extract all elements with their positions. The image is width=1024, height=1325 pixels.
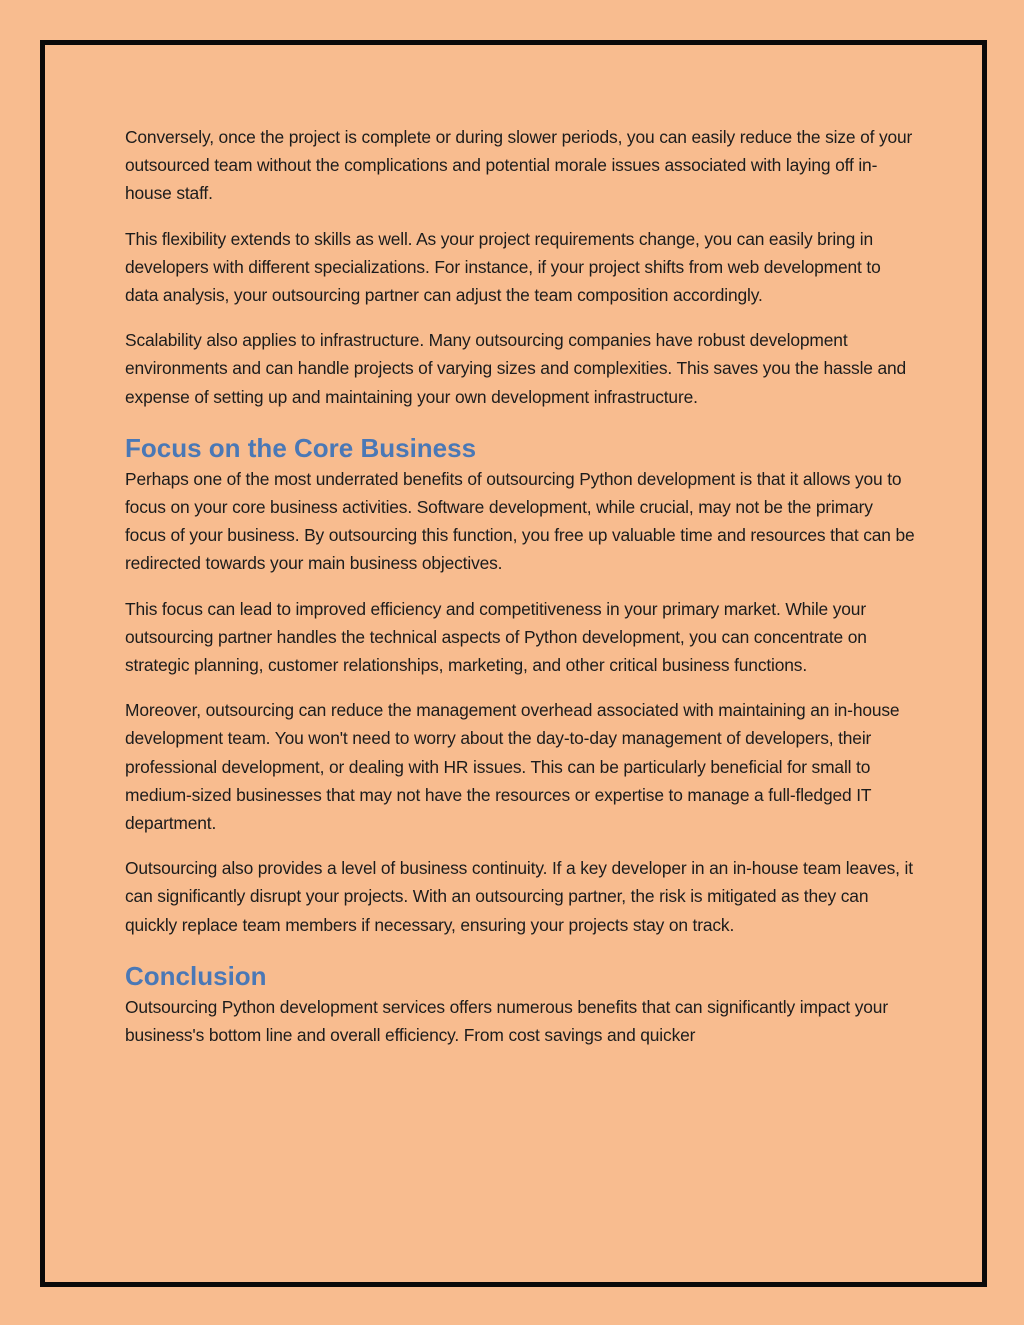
- intro-paragraph-2: This flexibility extends to skills as well. As your project requirements change, you can easily bring in developers with different specializations. For instance, if your project shifts from web development to data analysis, your outsourcing partner can adjust the team composition accordingly.: [125, 228, 881, 306]
- intro-paragraph-1: Conversely, once the project is complete or during slower periods, you can easily reduce the size of your outsourced team without the complications and potential morale issues associated with laying off in-house staff.: [125, 127, 913, 204]
- document-content: [125, 123, 915, 1066]
- section-heading: Conclusion: [125, 960, 267, 991]
- section-paragraph: Moreover, outsourcing can reduce the management overhead associated with maintaining an in-house development team. You won't need to worry about the day-to-day management of developers, their professional development, or dealing with HR issues. This can be particularly beneficial for small to medium-sized businesses that may not have the resources or expertise to manage a full-fledged IT department.: [125, 700, 900, 834]
- section-paragraph: This focus can lead to improved efficiency and competitiveness in your primary market. While your outsourcing partner handles the technical aspects of Python development, you can concentrate on strategic planning, customer relationships, marketing, and other critical business functions.: [125, 598, 867, 676]
- section-paragraph: Perhaps one of the most underrated benefits of outsourcing Python development is that it allows you to focus on your core business activities. Software development, while crucial, may not be the primary focus of your business. By outsourcing this function, you free up valuable time and resources that can be redirected towards your main business objectives.: [125, 468, 915, 574]
- section-conclusion: [125, 959, 915, 1049]
- section-paragraph: Outsourcing also provides a level of business continuity. If a key developer in an in-house team leaves, it can significantly disrupt your projects. With an outsourcing partner, the risk is mitigated as they can quickly replace team members if necessary, ensuring your projects stay on track.: [125, 858, 913, 935]
- section-focus-core-business: [125, 431, 915, 939]
- section-paragraph: Outsourcing Python development services offers numerous benefits that can significantly impact your business's bottom line and overall efficiency. From cost savings and quicker: [125, 996, 888, 1046]
- intro-paragraph-3: Scalability also applies to infrastructure. Many outsourcing companies have robust development environments and can handle projects of varying sizes and complexities. This saves you the hassle and expense of setting up and maintaining your own development infrastructure.: [125, 330, 907, 407]
- page-frame: [40, 40, 987, 1287]
- section-heading: Focus on the Core Business: [125, 432, 477, 463]
